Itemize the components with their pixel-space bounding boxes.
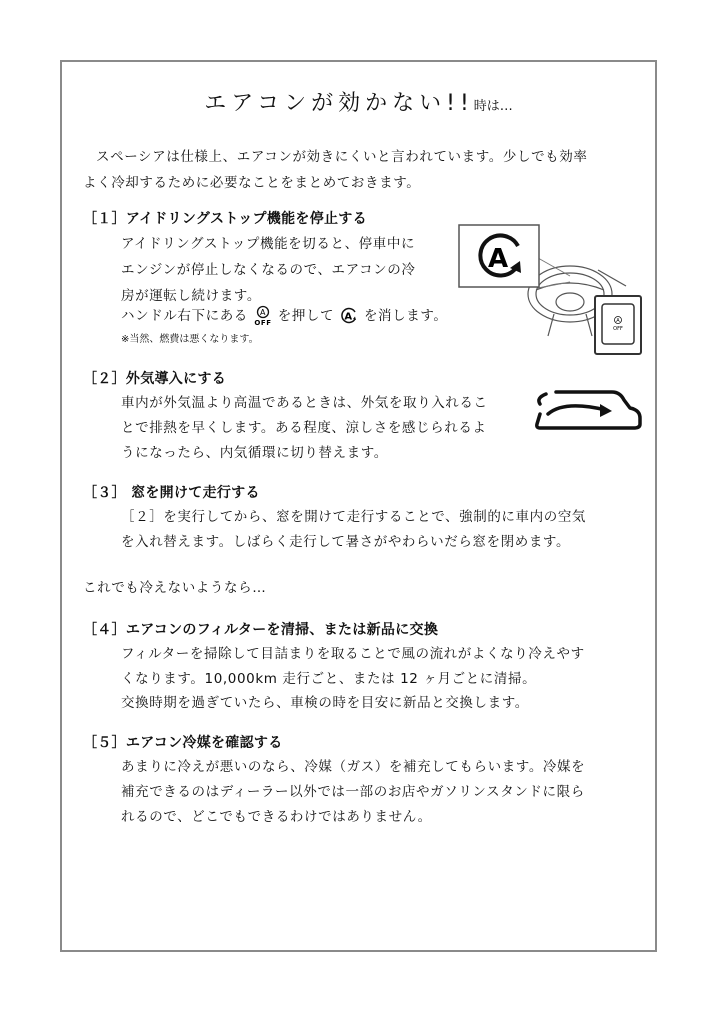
button-line-before: ハンドル右下にある bbox=[121, 308, 248, 324]
section-1-line-1: アイドリングストップ機能を切ると、停車中に bbox=[121, 236, 416, 252]
section-3-line-1: ［２］を実行してから、窓を開けて走行することで、強制的に車内の空気 bbox=[121, 509, 587, 525]
section-1-note: ※当然、燃費は悪くなります。 bbox=[121, 334, 259, 345]
idle-stop-off-icon-letter: A bbox=[259, 308, 266, 317]
section-2-heading: ［２］外気導入にする bbox=[83, 371, 226, 387]
section-1-line-3: 房が運転し続けます。 bbox=[121, 288, 261, 304]
section-4-line-3: 交換時期を過ぎていたら、車検の時を目安に新品と交換します。 bbox=[121, 695, 529, 711]
idle-stop-indicator-icon bbox=[339, 307, 359, 325]
button-line-middle: を押して bbox=[277, 308, 335, 324]
section-3-heading: ［３］ 窓を開けて走行する bbox=[83, 485, 260, 501]
midline-text: これでも冷えないようなら… bbox=[83, 580, 267, 596]
button-line-after: を消します。 bbox=[363, 308, 448, 324]
section-5-line-3: れるので、どこでもできるわけではありません。 bbox=[121, 809, 432, 825]
section-3-line-2: を入れ替えます。しばらく走行して暑さがやわらいだら窓を閉めます。 bbox=[121, 534, 571, 550]
section-2-line-2: とで排熱を早くします。ある程度、涼しさを感じられるよ bbox=[121, 420, 487, 436]
section-5-heading: ［５］エアコン冷媒を確認する bbox=[83, 735, 283, 751]
intro-line-1: スペーシアは仕様上、エアコンが効きにくいと言われています。少しでも効率 bbox=[96, 149, 588, 165]
idle-stop-off-button-icon bbox=[253, 305, 273, 327]
idle-stop-off-icon-label: OFF bbox=[254, 319, 272, 327]
idle-stop-indicator-letter: A bbox=[344, 311, 353, 323]
section-1-button-line bbox=[121, 304, 447, 327]
section-5-line-2: 補充できるのはディーラー以外では一部のお店やガソリンスタンドに限ら bbox=[121, 784, 585, 800]
section-4-line-1: フィルターを掃除して目詰まりを取ることで風の流れがよくなり冷えやす bbox=[121, 646, 585, 662]
intro-line-2: よく冷却するために必要なことをまとめておきます。 bbox=[83, 175, 421, 191]
section-2-line-3: うになったら、内気循環に切り替えます。 bbox=[121, 445, 388, 461]
section-1-heading: ［１］アイドリングストップ機能を停止する bbox=[83, 211, 367, 227]
section-5-line-1: あまりに冷えが悪いのなら、冷媒（ガス）を補充してもらいます。冷媒を bbox=[121, 759, 586, 775]
section-4-line-2: くなります。10,000km 走行ごと、または 12 ヶ月ごとに清掃。 bbox=[121, 671, 537, 687]
idle-stop-illustration bbox=[458, 224, 642, 356]
section-4-heading: ［４］エアコンのフィルターを清掃、または新品に交換 bbox=[83, 622, 439, 638]
section-1-line-2: エンジンが停止しなくなるので、エアコンの冷 bbox=[121, 262, 416, 278]
outside-air-intake-icon bbox=[534, 384, 644, 440]
idle-stop-off-button-large-letter: A bbox=[616, 318, 620, 324]
idle-stop-indicator-large-letter: A bbox=[487, 244, 509, 274]
section-2-line-1: 車内が外気温より高温であるときは、外気を取り入れるこ bbox=[121, 395, 488, 411]
idle-stop-off-button-large-label: OFF bbox=[613, 326, 623, 332]
page-title: エアコンが効かない!!時は… bbox=[204, 91, 513, 116]
